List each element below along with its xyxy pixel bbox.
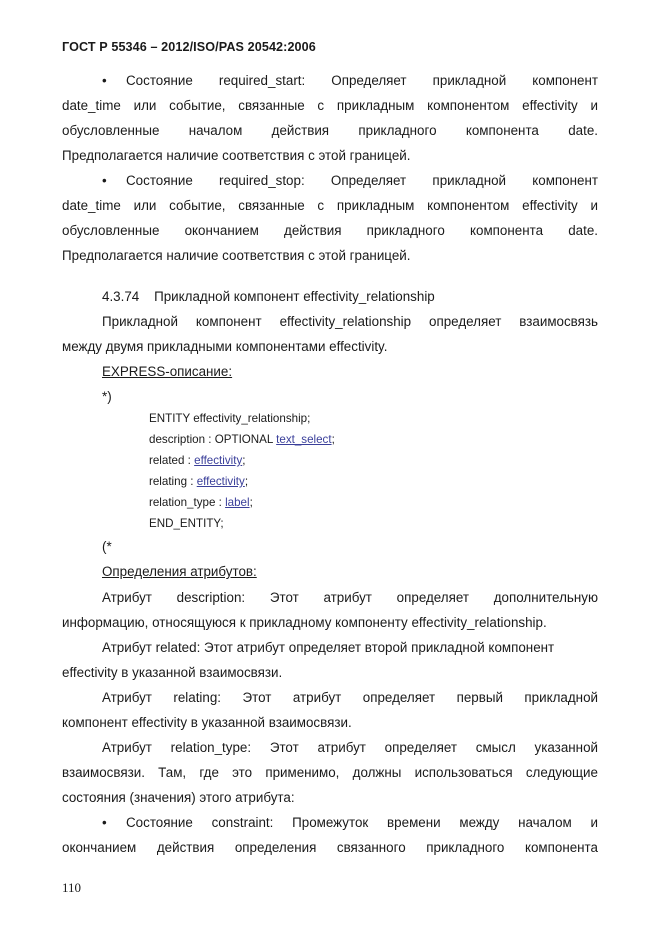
express-entity: ENTITY effectivity_relationship;: [149, 412, 311, 425]
paragraph-line: компонент effectivity в указанной взаимосвязи.: [62, 715, 352, 730]
paragraph-line: информацию, относящуюся к прикладному компоненту effectivity_relationship.: [62, 615, 547, 630]
paragraph-line: Предполагается наличие соответствия с этой границей.: [62, 148, 411, 163]
express-end: END_ENTITY;: [149, 517, 224, 530]
paragraph-line: состояния (значения) этого атрибута:: [62, 790, 295, 805]
paragraph-line: Атрибут related: Этот атрибут определяет второй прикладной компонент: [102, 640, 555, 655]
bullet-required-start: • Состояние required_start: Определяет прикладной компонент: [102, 73, 598, 88]
paragraph-line: Атрибут description: Этот атрибут определяет дополнительную: [102, 590, 598, 605]
paragraph-line: date_time или событие, связанные с прикладным компонентом effectivity и: [62, 198, 598, 213]
paragraph-line: Атрибут relating: Этот атрибут определяет первый прикладной: [102, 690, 598, 705]
label-link[interactable]: label: [225, 496, 250, 509]
document-header: ГОСТ Р 55346 – 2012/ISO/PAS 20542:2006: [62, 40, 316, 54]
express-related: related : effectivity;: [149, 454, 246, 467]
effectivity-link[interactable]: effectivity: [194, 454, 243, 467]
bullet-constraint: • Состояние constraint: Промежуток времени между началом и: [102, 815, 598, 830]
paragraph-line: effectivity в указанной взаимосвязи.: [62, 665, 283, 680]
express-relation-type: relation_type : label;: [149, 496, 253, 509]
paragraph-line: обусловленные началом действия прикладного компонента date.: [62, 123, 598, 138]
section-heading: 4.3.74 Прикладной компонент effectivity_relationship: [102, 289, 435, 304]
page-number: 110: [62, 880, 82, 895]
express-open: *): [102, 389, 112, 404]
paragraph-line: между двумя прикладными компонентами effectivity.: [62, 339, 388, 354]
effectivity-link[interactable]: effectivity: [196, 475, 245, 488]
express-description: description : OPTIONAL text_select;: [149, 433, 335, 446]
express-close: (*: [102, 539, 112, 554]
bullet-icon: •: [102, 815, 107, 830]
paragraph-line: Предполагается наличие соответствия с этой границей.: [62, 248, 411, 263]
bullet-icon: •: [102, 73, 107, 88]
attributes-label: Определения атрибутов:: [102, 564, 257, 579]
paragraph-line: окончанием действия определения связанного прикладного компонента: [62, 840, 598, 855]
paragraph-line: Атрибут relation_type: Этот атрибут определяет смысл указанной: [102, 740, 598, 755]
express-relating: relating : effectivity;: [149, 475, 249, 488]
bullet-required-stop: • Состояние required_stop: Определяет прикладной компонент: [102, 173, 598, 188]
paragraph-line: Прикладной компонент effectivity_relationship определяет взаимосвязь: [102, 314, 598, 329]
bullet-icon: •: [102, 173, 107, 188]
text-select-link[interactable]: text_select: [276, 433, 332, 446]
paragraph-line: взаимосвязи. Там, где это применимо, должны использоваться следующие: [62, 765, 598, 780]
paragraph-line: date_time или событие, связанные с прикладным компонентом effectivity и: [62, 98, 598, 113]
paragraph-line: обусловленные окончанием действия прикладного компонента date.: [62, 223, 598, 238]
express-label: EXPRESS-описание:: [102, 364, 233, 379]
